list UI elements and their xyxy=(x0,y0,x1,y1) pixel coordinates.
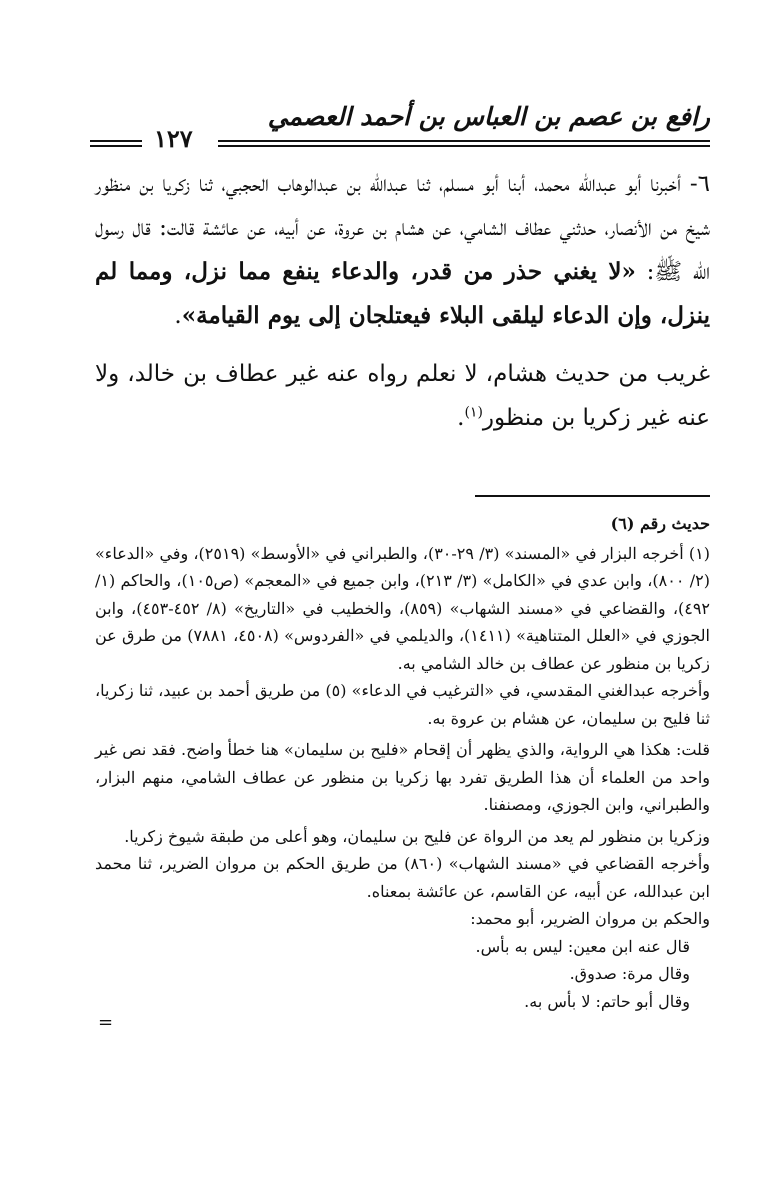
hadith-matn: «لا يغني حذر من قدر، والدعاء ينفع مما نزل، ومما لم ينزل، وإن الدعاء ليلقى البلاء فيعتلجان إلى يوم القيامة» xyxy=(95,258,710,329)
running-title: رافع بن عصم بن العباس بن أحمد العصمي xyxy=(267,102,710,131)
footnote-takhrij: (١) أخرجه البزار في «المسند» (٣/ ٢٩-٣٠)، والطبراني في «الأوسط» (٢٥١٩)، وفي «الدعاء» (٢/ ٨٠٠)، وابن عدي في «الكامل» (٣/ ٢١٣)، وابن جميع في «المعجم» (ص١٠٥)، والحاكم (١/ ٤٩٢)، والقضاعي في «مسند الشهاب» (٨٥٩)، والخطيب في «التاريخ» (٨/ ٤٥٢-٤٥٣)، وابن الجوزي في «العلل المتناهية» (١٤١١)، والديلمي في «الفردوس» (٤٥٠٨، ٧٨٨١) من طرق عن زكريا بن منظور عن عطاف بن خالد الشامي به. xyxy=(95,543,711,673)
hadith-paragraph xyxy=(95,162,710,338)
footnote-hakam: والحكم بن مروان الضرير، أبو محمد: xyxy=(470,909,710,928)
hadith-isnad: ٦- أخبرنا أبو عبدالله محمد، أبنا أبو مسلم، ثنا عبدالله بن عبدالوهاب الحجبي، ثنا زكريا بن منظور شيخ من الأنصار، حدثني عطاف الشامي، عن هشام بن عروة، عن أبيه، عن عائشة قالت: قال رسول الله ﷺ: xyxy=(95,171,711,285)
hadith-end: . xyxy=(174,303,182,329)
footnote-ibn-main: قال عنه ابن معين: ليس به بأس. xyxy=(475,936,690,956)
comment-end: . xyxy=(457,405,465,431)
footnote-maqdisi: وأخرجه عبدالغني المقدسي، في «الترغيب في الدعاء» (٥) من طريق أحمد بن عبيد، ثنا زكريا، ثنا فليح بن سليمان، عن هشام بن عروة به. xyxy=(95,681,711,728)
footnote-zakariya: وزكريا بن منظور لم يعد من الرواة عن فليح بن سليمان، وهو أعلى من طبقة شيوخ زكريا. xyxy=(124,826,710,846)
page-number: ١٢٧ xyxy=(154,124,193,153)
header-double-rule-left xyxy=(90,140,142,147)
header-double-rule xyxy=(218,140,710,147)
page-header xyxy=(90,96,710,156)
footnote-note: قلت: هكذا هي الرواية، والذي يظهر أن إقحام «فليح بن سليمان» هنا خطأ واضح. فقد نص غير واحد من العلماء أن هذا الطريق تفرد بها زكريا بن منظور عن عطاف الشامي، منهم البزار، والطبراني، وابن الجوزي، ومصنفنا. xyxy=(95,740,711,814)
continuation-mark: = xyxy=(98,1012,114,1033)
footnote-ref: (١) xyxy=(464,404,483,421)
comment-text: غريب من حديث هشام، لا نعلم رواه عنه غير عطاف بن خالد، ولا عنه غير زكريا بن منظور xyxy=(95,361,710,431)
footnote-heading: حديث رقم (٦) xyxy=(610,514,710,533)
main-text xyxy=(95,162,710,440)
author-comment xyxy=(95,352,710,440)
footnotes xyxy=(95,510,710,1015)
footnote-qudai: وأخرجه القضاعي في «مسند الشهاب» (٨٦٠) من طريق الحكم بن مروان الضرير، ثنا محمد ابن عبدالله، عن أبيه، عن القاسم، عن عائشة بمعناه. xyxy=(95,854,710,901)
footnote-abu-hatim: وقال أبو حاتم: لا بأس به. xyxy=(524,991,690,1011)
footnote-another-time: وقال مرة: صدوق. xyxy=(569,964,690,983)
footnote-separator xyxy=(475,495,710,497)
